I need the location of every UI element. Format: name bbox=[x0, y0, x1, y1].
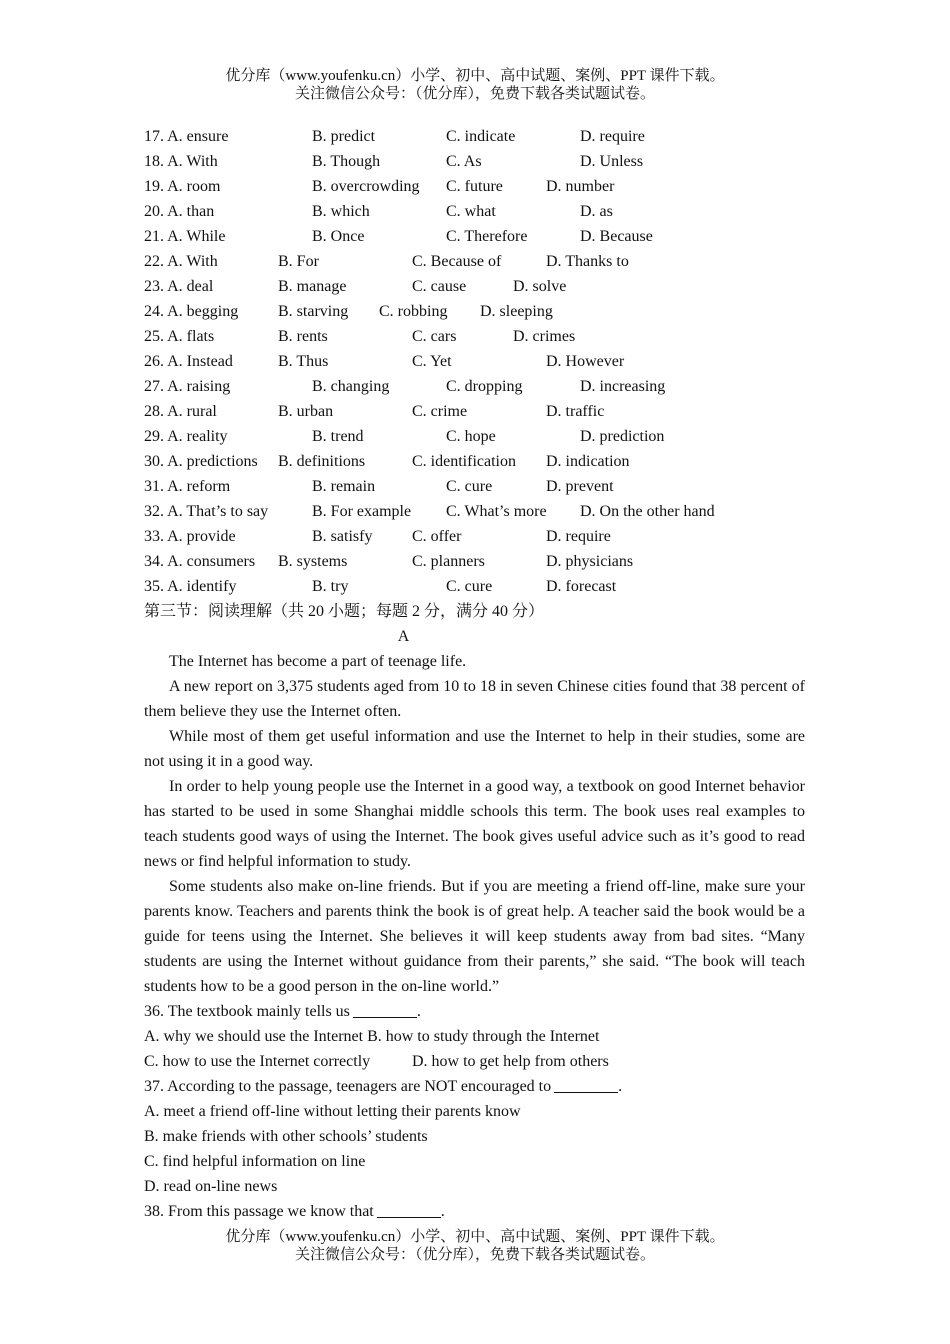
option-row bbox=[144, 549, 805, 574]
header-line-1: 优分库（www.youfenku.cn）小学、初中、高中试题、案例、PPT 课件下载。 bbox=[225, 68, 725, 84]
option-row bbox=[144, 249, 805, 274]
option-c: C. cars bbox=[412, 328, 457, 345]
option-row bbox=[144, 324, 805, 349]
option-row bbox=[144, 199, 805, 224]
option-row bbox=[144, 299, 805, 324]
option-d: D. require bbox=[580, 128, 645, 145]
option-row bbox=[144, 224, 805, 249]
question-36-option-c: C. how to use the Internet correctly bbox=[144, 1053, 371, 1070]
option-d: D. number bbox=[546, 178, 615, 195]
exam-content bbox=[144, 124, 805, 1224]
option-row bbox=[144, 349, 805, 374]
question-36-stem: 36. The textbook mainly tells us bbox=[144, 1003, 350, 1020]
option-b: B. Though bbox=[312, 153, 381, 170]
option-c: C. future bbox=[446, 178, 503, 195]
option-a: 18. A. With bbox=[144, 153, 218, 170]
paragraph-4: In order to help young people use the Internet in a good way, a textbook on good Internet behavior has started to be used in some Shanghai middle schools this term. The book uses real examples to teach students good ways of using the Internet. The book gives useful advice such as it’s good to read news or find helpful information to study. bbox=[144, 778, 805, 870]
question-36: 36. The textbook mainly tells us . bbox=[144, 1003, 421, 1020]
option-a: 29. A. reality bbox=[144, 428, 228, 445]
footer-line-1: 优分库（www.youfenku.cn）小学、初中、高中试题、案例、PPT 课件下载。 bbox=[225, 1229, 725, 1245]
option-b: B. changing bbox=[312, 378, 390, 395]
option-b: B. rents bbox=[278, 328, 328, 345]
option-d: D. indication bbox=[546, 453, 630, 470]
option-d: D. prevent bbox=[546, 478, 614, 495]
option-d: D. crimes bbox=[513, 328, 576, 345]
option-a: 30. A. predictions bbox=[144, 453, 258, 470]
option-c: C. planners bbox=[412, 553, 485, 570]
option-row bbox=[144, 124, 805, 149]
option-b: B. predict bbox=[312, 128, 376, 145]
question-37-option-b: B. make friends with other schools’ students bbox=[144, 1128, 428, 1145]
option-b: B. overcrowding bbox=[312, 178, 420, 195]
option-c: C. offer bbox=[412, 528, 462, 545]
option-row bbox=[144, 574, 805, 599]
answer-blank bbox=[353, 1001, 417, 1018]
option-b: B. Thus bbox=[278, 353, 329, 370]
option-d: D. forecast bbox=[546, 578, 617, 595]
option-c: C. What’s more bbox=[446, 503, 547, 520]
option-c: C. robbing bbox=[379, 303, 448, 320]
header-line-2: 关注微信公众号：（优分库），免费下载各类试题试卷。 bbox=[294, 86, 655, 102]
option-c: C. Therefore bbox=[446, 228, 528, 245]
option-a: 34. A. consumers bbox=[144, 553, 256, 570]
option-b: B. urban bbox=[278, 403, 334, 420]
option-c: C. what bbox=[446, 203, 496, 220]
option-c: C. Yet bbox=[412, 353, 452, 370]
option-row bbox=[144, 374, 805, 399]
option-a: 26. A. Instead bbox=[144, 353, 233, 370]
option-c: C. cure bbox=[446, 578, 493, 595]
option-d: D. physicians bbox=[546, 553, 634, 570]
option-d: D. However bbox=[546, 353, 625, 370]
cloze-options bbox=[144, 124, 805, 599]
option-b: B. Once bbox=[312, 228, 365, 245]
option-b: B. remain bbox=[312, 478, 376, 495]
option-a: 27. A. raising bbox=[144, 378, 231, 395]
option-row bbox=[144, 149, 805, 174]
question-37-option-a: A. meet a friend off-line without letting their parents know bbox=[144, 1103, 521, 1120]
question-37: 37. According to the passage, teenagers are NOT encouraged to . bbox=[144, 1078, 623, 1095]
option-a: 25. A. flats bbox=[144, 328, 215, 345]
option-c: C. Because of bbox=[412, 253, 502, 270]
option-a: 32. A. That’s to say bbox=[144, 503, 269, 520]
option-b: B. manage bbox=[278, 278, 347, 295]
paragraph-2: A new report on 3,375 students aged from 10 to 18 in seven Chinese cities found that 38 percent of them believe they use the Internet often. bbox=[144, 678, 805, 720]
option-row bbox=[144, 274, 805, 299]
option-a: 23. A. deal bbox=[144, 278, 214, 295]
option-b: B. definitions bbox=[278, 453, 366, 470]
option-c: C. identification bbox=[412, 453, 516, 470]
option-a: 28. A. rural bbox=[144, 403, 217, 420]
option-a: 17. A. ensure bbox=[144, 128, 229, 145]
option-a: 21. A. While bbox=[144, 228, 226, 245]
option-c: C. crime bbox=[412, 403, 468, 420]
option-row bbox=[144, 449, 805, 474]
footer-line-2: 关注微信公众号：（优分库），免费下载各类试题试卷。 bbox=[294, 1247, 655, 1263]
page-header bbox=[0, 67, 950, 103]
option-b: B. For bbox=[278, 253, 319, 270]
option-row bbox=[144, 174, 805, 199]
section-title: 第三节：阅读理解（共 20 小题；每题 2 分，满分 40 分） bbox=[144, 603, 545, 620]
question-37-stem: 37. According to the passage, teenagers are NOT encouraged to bbox=[144, 1078, 552, 1095]
option-b: B. trend bbox=[312, 428, 364, 445]
answer-blank bbox=[554, 1076, 618, 1093]
option-b: B. which bbox=[312, 203, 370, 220]
option-c: C. As bbox=[446, 153, 482, 170]
option-b: B. satisfy bbox=[312, 528, 373, 545]
question-38-stem: 38. From this passage we know that bbox=[144, 1203, 374, 1220]
option-d: D. traffic bbox=[546, 403, 605, 420]
option-row bbox=[144, 399, 805, 424]
option-a: 22. A. With bbox=[144, 253, 218, 270]
option-row bbox=[144, 524, 805, 549]
option-b: B. For example bbox=[312, 503, 412, 520]
option-c: C. cause bbox=[412, 278, 467, 295]
option-b: B. systems bbox=[278, 553, 348, 570]
question-37-option-d: D. read on-line news bbox=[144, 1178, 278, 1195]
option-d: D. increasing bbox=[580, 378, 666, 395]
question-38: 38. From this passage we know that . bbox=[144, 1203, 445, 1220]
option-d: D. Thanks to bbox=[546, 253, 629, 270]
option-d: D. Because bbox=[580, 228, 653, 245]
option-a: 19. A. room bbox=[144, 178, 221, 195]
option-a: 33. A. provide bbox=[144, 528, 236, 545]
option-c: C. cure bbox=[446, 478, 493, 495]
option-a: 35. A. identify bbox=[144, 578, 237, 595]
option-c: C. hope bbox=[446, 428, 496, 445]
option-b: B. try bbox=[312, 578, 349, 595]
option-d: D. Unless bbox=[580, 153, 644, 170]
option-row bbox=[144, 474, 805, 499]
option-c: C. dropping bbox=[446, 378, 523, 395]
question-36-option-d: D. how to get help from others bbox=[412, 1053, 609, 1070]
question-37-option-c: C. find helpful information on line bbox=[144, 1153, 366, 1170]
paragraph-5: Some students also make on-line friends. But if you are meeting a friend off-line, make sure your parents know. Teachers and parents think the book is of great help. A teacher said the book would be a guide for teens using the Internet. She believes it will keep students away from bad sites. “Many students are using the Internet without guidance from their parents,” she said. “The book will teach students how to be a good person in the on-line world.” bbox=[144, 878, 805, 995]
option-d: D. require bbox=[546, 528, 611, 545]
option-d: D. On the other hand bbox=[580, 503, 715, 520]
paragraph-3: While most of them get useful information and use the Internet to help in their studies, some are not using it in a good way. bbox=[144, 728, 805, 770]
option-a: 31. A. reform bbox=[144, 478, 231, 495]
question-36-options-cd bbox=[144, 1049, 805, 1074]
question-36-options-ab: A. why we should use the Internet B. how to study through the Internet bbox=[144, 1028, 600, 1045]
answer-blank bbox=[377, 1201, 441, 1218]
option-a: 24. A. begging bbox=[144, 303, 239, 320]
option-row bbox=[144, 499, 805, 524]
option-d: D. solve bbox=[513, 278, 567, 295]
option-row bbox=[144, 424, 805, 449]
option-d: D. prediction bbox=[580, 428, 665, 445]
option-c: C. indicate bbox=[446, 128, 516, 145]
passage-label: A bbox=[397, 628, 410, 645]
option-a: 20. A. than bbox=[144, 203, 215, 220]
option-b: B. starving bbox=[278, 303, 349, 320]
option-d: D. as bbox=[580, 203, 613, 220]
paragraph-1: The Internet has become a part of teenage life. bbox=[169, 653, 467, 670]
option-d: D. sleeping bbox=[480, 303, 553, 320]
page-footer bbox=[0, 1228, 950, 1264]
